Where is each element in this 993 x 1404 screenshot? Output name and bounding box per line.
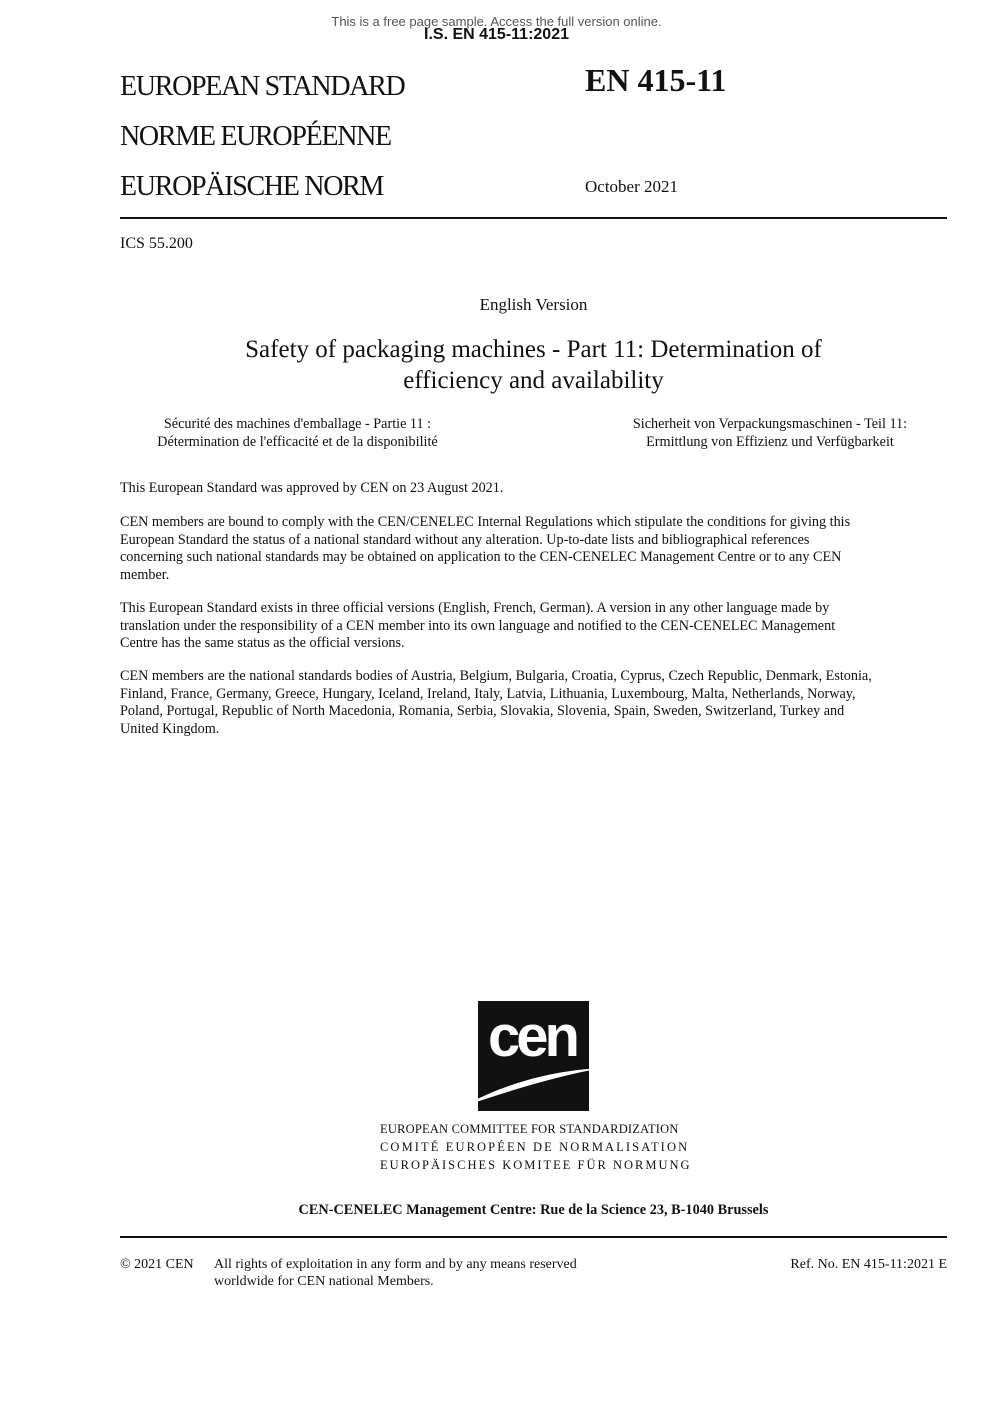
title-line: efficiency and availability (403, 367, 664, 394)
publication-date: October 2021 (585, 177, 679, 196)
versions-paragraph (120, 600, 947, 653)
reference-number (790, 1256, 947, 1273)
compliance-paragraph (120, 514, 947, 584)
paragraph-line: Centre has the same status as the official versions. (120, 635, 405, 651)
title-line: Safety of packaging machines - Part 11: Determination of (245, 336, 822, 363)
ics-code: ICS 55.200 (120, 235, 193, 252)
sample-notice: This is a free page sample. Access the full version online. (331, 14, 662, 29)
copyright-text: © 2021 CEN (120, 1257, 194, 1272)
paragraph-line: member. (120, 566, 170, 583)
paragraph-line: Finland, France, Germany, Greece, Hungary, Iceland, Ireland, Italy, Latvia, Lithuania, Luxembourg, Malta, Netherlands, Norway, (120, 685, 856, 702)
reference-number-text: Ref. No. EN 415-11:2021 E (790, 1257, 947, 1272)
paragraph-line: translation under the responsibility of a CEN member into its own language and notified to the CEN-CENELEC Management (120, 617, 836, 634)
document-id: I.S. EN 415-11:2021 (424, 26, 569, 43)
cen-logo (462, 1000, 604, 1112)
language-version: English Version (479, 295, 588, 314)
title-french-line: Détermination de l'efficacité et de la disponibilité (157, 434, 438, 450)
paragraph-line: concerning such national standards may be obtained on application to the CEN-CENELEC Management Centre or to any CEN (120, 549, 842, 565)
members-paragraph (120, 668, 947, 738)
footer-divider (120, 1236, 947, 1238)
paragraph-line: Poland, Portugal, Republic of North Macedonia, Romania, Serbia, Slovakia, Slovenia, Spain, Sweden, Switzerland, Turkey and (120, 703, 845, 719)
standard-name-de: EUROPÄISCHE NORM (120, 171, 384, 202)
document-title (120, 334, 947, 396)
organization-names (380, 1120, 692, 1174)
organization-name-en: EUROPEAN COMMITTEE FOR STANDARDIZATION (380, 1122, 679, 1136)
copyright (120, 1256, 194, 1273)
approval-paragraph (120, 480, 947, 498)
title-german-line: Ermittlung von Effizienz und Verfügbarkeit (646, 434, 894, 450)
management-centre-address: CEN-CENELEC Management Centre: Rue de la Science 23, B-1040 Brussels (298, 1202, 769, 1218)
title-german (600, 415, 940, 451)
standard-number: EN 415-11 (585, 62, 727, 98)
header-divider (120, 217, 947, 219)
title-french-line: Sécurité des machines d'emballage - Partie 11 : (163, 416, 432, 432)
paragraph-line: CEN members are bound to comply with the CEN/CENELEC Internal Regulations which stipulate the conditions for giving this (120, 514, 851, 530)
paragraph-line: United Kingdom. (120, 720, 220, 737)
rights-statement (214, 1256, 577, 1290)
rights-line: All rights of exploitation in any form and by any means reserved (214, 1257, 577, 1272)
paragraph-line: This European Standard was approved by CEN on 23 August 2021. (120, 480, 504, 496)
organization-name-fr: COMITÉ EUROPÉEN DE NORMALISATION (380, 1140, 690, 1154)
standard-name-en: EUROPEAN STANDARD (120, 71, 405, 102)
logo-wordmark: cen (488, 1004, 576, 1069)
title-french (120, 415, 475, 451)
paragraph-line: European Standard the status of a national standard without any alteration. Up-to-date lists and bibliographical references (120, 531, 810, 548)
standard-name-fr: NORME EUROPÉENNE (120, 121, 391, 152)
paragraph-line: This European Standard exists in three official versions (English, French, German). A version in any other language made by (120, 600, 830, 616)
title-german-line: Sicherheit von Verpackungsmaschinen - Teil 11: (632, 416, 908, 432)
rights-line: worldwide for CEN national Members. (214, 1274, 434, 1289)
organization-name-de: EUROPÄISCHES KOMITEE FÜR NORMUNG (380, 1158, 692, 1172)
paragraph-line: CEN members are the national standards bodies of Austria, Belgium, Bulgaria, Croatia, Cyprus, Czech Republic, Denmark, Estonia, (120, 668, 872, 684)
